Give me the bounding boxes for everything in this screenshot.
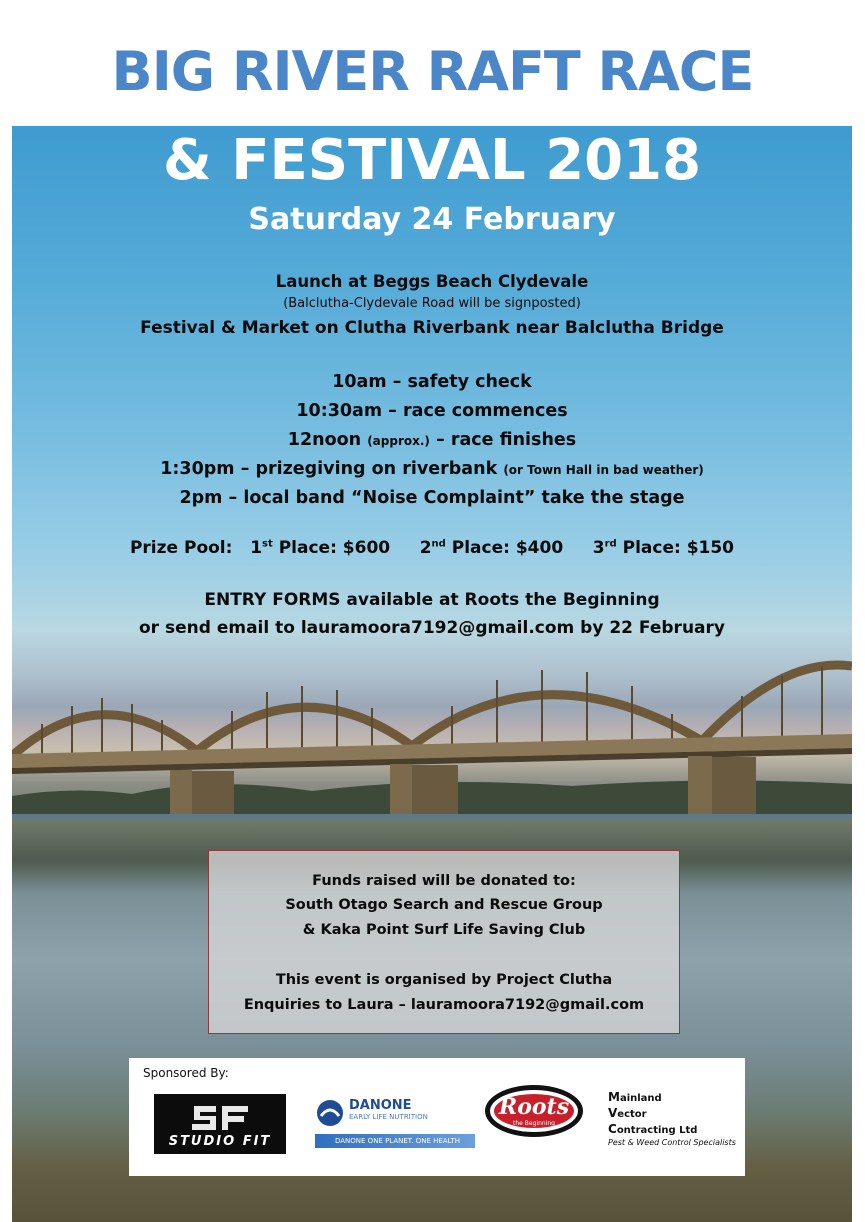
schedule-item: 12noon (approx.) – race finishes [287,430,577,450]
danone-tagline-bar: DANONE ONE PLANET. ONE HEALTH [315,1134,475,1148]
schedule-item: 2pm – local band “Noise Complaint” take the stage [179,488,685,508]
roots-subtitle: the Beginning [513,1120,555,1127]
prize-pool: Prize Pool: 1st Place: $600 2nd Place: $400 3rd Place: $150 [129,538,735,558]
launch-note: (Balclutha-Clydevale Road will be signposted) [283,296,581,311]
roots-wordmark: Roots [498,1094,570,1120]
schedule-note: (or Town Hall in bad weather) [503,463,704,477]
schedule-item: 10:30am – race commences [296,401,568,421]
danone-logo: DANONE EARLY LIFE NUTRITION DANONE ONE PLANET. ONE HEALTH [315,1098,475,1158]
sponsors-panel [129,1058,745,1176]
studio-fit-wordmark: STUDIO FIT [168,1134,272,1149]
schedule-item: 1:30pm – prizegiving on riverbank (or Town Hall in bad weather) [160,459,704,479]
event-title-line1: BIG RIVER RAFT RACE [111,40,754,103]
festival-location: Festival & Market on Clutha Riverbank near Balclutha Bridge [140,318,724,338]
danone-emblem-icon [315,1098,345,1128]
bridge-illustration [12,626,852,856]
beneficiary-2: & Kaka Point Surf Life Saving Club [302,922,586,938]
donation-info-box [208,850,680,1034]
enquiries-info: Enquiries to Laura – lauramoora7192@gmail.com [243,997,645,1013]
roots-logo [483,1082,585,1140]
entry-email-info: or send email to lauramoora7192@gmail.com by 22 February [139,618,725,638]
organiser-info: This event is organised by Project Clutha [275,972,613,988]
event-date: Saturday 24 February [248,202,616,237]
beneficiary-1: South Otago Search and Rescue Group [285,897,603,913]
launch-location: Launch at Beggs Beach Clydevale [275,272,589,291]
entry-forms-info: ENTRY FORMS available at Roots the Beginning [204,590,660,610]
mainland-vector-contracting-logo: Mainland Vector Contracting Ltd Pest & Weed Control Specialists [608,1090,738,1147]
donation-heading: Funds raised will be donated to: [312,873,576,889]
sponsors-label: Sponsored By: [143,1066,229,1080]
schedule-item: 10am – safety check [332,372,532,392]
event-title-line2: & FESTIVAL 2018 [162,128,702,193]
sf-monogram-icon [154,1098,286,1138]
studio-fit-logo [154,1094,286,1154]
schedule-note: (approx.) [367,434,430,448]
mvc-tagline: Pest & Weed Control Specialists [608,1138,736,1147]
